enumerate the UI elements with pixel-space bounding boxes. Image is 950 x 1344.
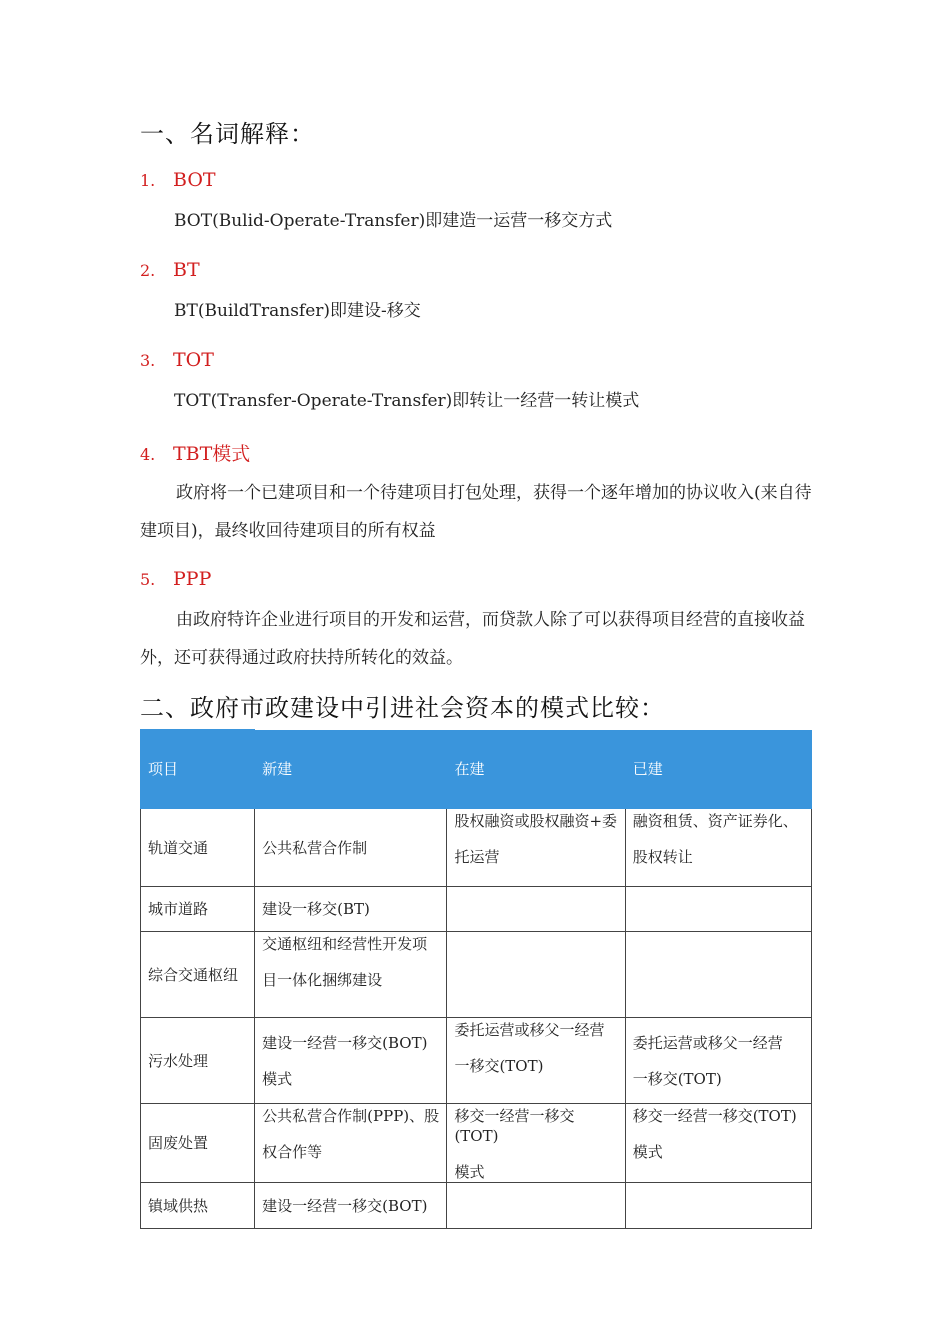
cell-new [255, 1183, 447, 1229]
cell-in-progress [447, 1104, 625, 1183]
cell-line: 交通枢纽和经营性开发项 [262, 935, 428, 953]
table-row [141, 809, 812, 887]
cell-line: 托运营 [454, 848, 500, 866]
cell-line: 一移交(TOT) [454, 1057, 544, 1075]
cell-line: 模式 [454, 1163, 485, 1181]
cell-new [255, 1104, 447, 1183]
table-header-row [141, 730, 812, 809]
cell-line: 权合作等 [262, 1143, 323, 1161]
term-number: 1. [140, 171, 156, 190]
term-title-tot [140, 349, 214, 371]
term-name: BOT [173, 169, 216, 191]
term-desc-bot: BOT(Bulid-Operate-Transfer)即建造一运营一移交方式 [174, 211, 613, 231]
cell-line: 股权转让 [632, 848, 693, 866]
term-title-tbt [140, 439, 250, 466]
cell-line: 委托运营或移父一经营 [632, 1033, 783, 1052]
table-row [141, 1183, 812, 1229]
term-number: 2. [140, 261, 156, 280]
cell-line: 建设一经营一移交(BOT) [262, 1033, 428, 1052]
cell-in-progress [447, 932, 625, 1018]
header-project: 项目 [141, 730, 255, 809]
cell-completed [625, 1104, 811, 1183]
row-name: 轨道交通 [141, 809, 255, 887]
term-title-bt [140, 259, 200, 281]
cell-new [255, 809, 447, 887]
term-title-bot [140, 169, 216, 191]
term-desc-ppp: 由政府特许企业进行项目的开发和运营，而贷款人除了可以获得项目经营的直接收益外，还可获得通过政府扶持所转化的效益。 [140, 610, 805, 668]
term-name: BT [173, 259, 200, 281]
cell-line: 股权融资或股权融资+委 [454, 812, 618, 830]
cell-line: 模式 [632, 1143, 663, 1161]
cell-new [255, 932, 447, 1018]
comparison-table [140, 729, 812, 1229]
cell-line: 委托运营或移父一经营 [454, 1021, 605, 1039]
cell-completed [625, 809, 811, 887]
cell-completed [625, 932, 811, 1018]
cell-line: 目一体化捆绑建设 [262, 971, 383, 989]
cell-in-progress [447, 809, 625, 887]
term-name: TBT模式 [173, 443, 251, 465]
cell-line: 公共私营合作制 [262, 838, 368, 857]
cell-line: 融资租赁、资产证券化、 [632, 812, 798, 830]
cell-in-progress [447, 1183, 625, 1229]
header-in-progress: 在建 [447, 730, 625, 809]
cell-new [255, 887, 447, 932]
cell-completed [625, 1018, 811, 1104]
cell-line: 建设一移交(BT) [262, 900, 370, 918]
header-completed: 已建 [625, 730, 811, 809]
row-name: 镇域供热 [141, 1183, 255, 1229]
table-row [141, 1104, 812, 1183]
term-number: 3. [140, 351, 156, 370]
row-name: 综合交通枢纽 [141, 932, 255, 1018]
cell-line: 公共私营合作制(PPP)、股 [262, 1107, 440, 1125]
term-number: 5. [140, 570, 156, 589]
header-new: 新建 [255, 730, 447, 809]
cell-line: 一移交(TOT) [632, 1069, 722, 1088]
term-name: TOT [173, 349, 214, 371]
row-name: 固废处置 [141, 1104, 255, 1183]
term-name: PPP [173, 568, 212, 590]
section-title-glossary: 一、名词解释： [140, 120, 315, 148]
cell-in-progress [447, 887, 625, 932]
term-desc-tbt: 政府将一个已建项目和一个待建项目打包处理，获得一个逐年增加的协议收入(来自待建项目)，最终收回待建项目的所有权益 [140, 483, 812, 541]
row-name: 城市道路 [141, 887, 255, 932]
term-title-ppp [140, 568, 211, 590]
cell-completed [625, 887, 811, 932]
cell-line: 建设一经营一移交(BOT) [262, 1196, 428, 1215]
cell-completed [625, 1183, 811, 1229]
row-name: 污水处理 [141, 1018, 255, 1104]
table-row [141, 887, 812, 932]
cell-new [255, 1018, 447, 1104]
cell-line: 移交一经营一移交(TOT) [454, 1107, 575, 1145]
section-title-comparison: 二、政府市政建设中引进社会资本的模式比较： [140, 694, 665, 722]
term-number: 4. [140, 445, 156, 464]
table-row [141, 1018, 812, 1104]
table-row [141, 932, 812, 1018]
term-desc-bt: BT(BuildTransfer)即建设-移交 [174, 301, 421, 321]
term-desc-tot: TOT(Transfer-Operate-Transfer)即转让一经营一转让模式 [174, 391, 640, 411]
cell-in-progress [447, 1018, 625, 1104]
cell-line: 模式 [262, 1069, 293, 1088]
cell-line: 移交一经营一移交(TOT) [632, 1107, 797, 1125]
